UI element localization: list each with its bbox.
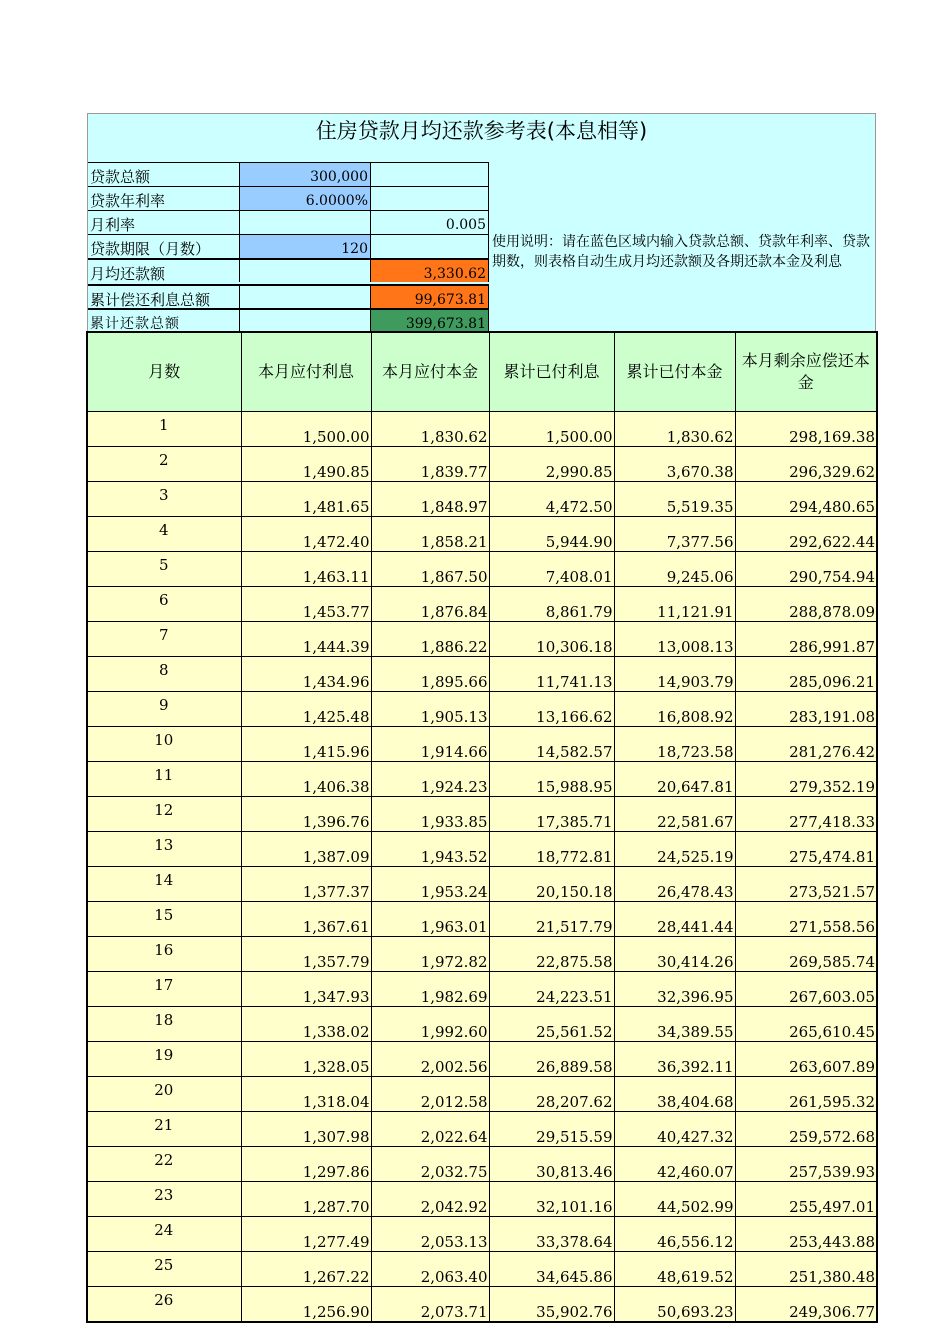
month-cell[interactable]: 1 [87, 412, 241, 447]
month-cell[interactable]: 7 [87, 622, 241, 657]
remaining-cell[interactable]: 263,607.89 [735, 1042, 877, 1077]
month-cell[interactable]: 17 [87, 972, 241, 1007]
interest-cell[interactable]: 1,406.38 [241, 762, 371, 797]
col-header-remaining[interactable]: 本月剩余应偿还本金 [735, 332, 877, 412]
principal-cell[interactable]: 1,933.85 [371, 797, 489, 832]
table-row [87, 727, 877, 762]
remaining-cell[interactable]: 279,352.19 [735, 762, 877, 797]
cum-interest-cell[interactable]: 18,772.81 [489, 832, 614, 867]
loan-sheet [87, 113, 876, 332]
month-cell[interactable]: 15 [87, 902, 241, 937]
month-cell[interactable]: 16 [87, 937, 241, 972]
month-cell[interactable]: 13 [87, 832, 241, 867]
total-interest-empty-cell[interactable] [240, 284, 371, 308]
annual-rate-label: 贷款年利率 [88, 186, 240, 210]
month-cell[interactable]: 3 [87, 482, 241, 517]
principal-cell[interactable]: 1,943.52 [371, 832, 489, 867]
monthly-rate-row [88, 210, 494, 234]
table-row [87, 1252, 877, 1287]
loan-total-input[interactable]: 300,000 [240, 162, 371, 186]
remaining-cell[interactable]: 275,474.81 [735, 832, 877, 867]
remaining-cell[interactable]: 286,991.87 [735, 622, 877, 657]
table-row [87, 867, 877, 902]
remaining-cell[interactable]: 265,610.45 [735, 1007, 877, 1042]
remaining-cell[interactable]: 251,380.48 [735, 1252, 877, 1287]
month-cell[interactable]: 21 [87, 1112, 241, 1147]
cum-principal-cell[interactable]: 32,396.95 [614, 972, 735, 1007]
principal-cell[interactable]: 2,022.64 [371, 1112, 489, 1147]
month-cell[interactable]: 23 [87, 1182, 241, 1217]
principal-cell[interactable]: 2,032.75 [371, 1147, 489, 1182]
cum-interest-cell[interactable]: 1,500.00 [489, 412, 614, 447]
table-row [87, 937, 877, 972]
cum-interest-cell[interactable]: 15,988.95 [489, 762, 614, 797]
cum-principal-cell[interactable]: 26,478.43 [614, 867, 735, 902]
remaining-cell[interactable]: 261,595.32 [735, 1077, 877, 1112]
month-cell[interactable]: 12 [87, 797, 241, 832]
total-interest-row [88, 284, 494, 308]
table-row [87, 412, 877, 447]
col-header-principal[interactable]: 本月应付本金 [371, 332, 489, 412]
monthly-payment-value[interactable]: 3,330.62 [371, 258, 489, 282]
cum-interest-cell[interactable]: 26,889.58 [489, 1042, 614, 1077]
cum-principal-cell[interactable]: 46,556.12 [614, 1217, 735, 1252]
monthly-rate-value[interactable]: 0.005 [371, 210, 489, 234]
remaining-cell[interactable]: 292,622.44 [735, 517, 877, 552]
interest-cell[interactable]: 1,387.09 [241, 832, 371, 867]
col-header-interest[interactable]: 本月应付利息 [241, 332, 371, 412]
remaining-cell[interactable]: 253,443.88 [735, 1217, 877, 1252]
cum-principal-cell[interactable]: 42,460.07 [614, 1147, 735, 1182]
cum-interest-cell[interactable]: 13,166.62 [489, 692, 614, 727]
term-row [88, 234, 494, 258]
cum-interest-cell[interactable]: 10,306.18 [489, 622, 614, 657]
remaining-cell[interactable]: 257,539.93 [735, 1147, 877, 1182]
principal-cell[interactable]: 1,963.01 [371, 902, 489, 937]
cum-interest-cell[interactable]: 14,582.57 [489, 727, 614, 762]
interest-cell[interactable]: 1,277.49 [241, 1217, 371, 1252]
total-interest-label: 累计偿还利息总额 [88, 284, 240, 308]
month-cell[interactable]: 22 [87, 1147, 241, 1182]
monthly-payment-row [88, 258, 494, 282]
cum-principal-cell[interactable]: 16,808.92 [614, 692, 735, 727]
table-row [87, 832, 877, 867]
remaining-cell[interactable]: 259,572.68 [735, 1112, 877, 1147]
interest-cell[interactable]: 1,297.86 [241, 1147, 371, 1182]
col-header-month[interactable]: 月数 [87, 332, 241, 412]
term-input[interactable]: 120 [240, 234, 371, 258]
month-cell[interactable]: 2 [87, 447, 241, 482]
loan-total-label: 贷款总额 [88, 162, 240, 186]
month-cell[interactable]: 5 [87, 552, 241, 587]
interest-cell[interactable]: 1,338.02 [241, 1007, 371, 1042]
cum-interest-cell[interactable]: 2,990.85 [489, 447, 614, 482]
cum-principal-cell[interactable]: 30,414.26 [614, 937, 735, 972]
table-row [87, 1042, 877, 1077]
table-row [87, 1112, 877, 1147]
month-cell[interactable]: 14 [87, 867, 241, 902]
remaining-cell[interactable]: 290,754.94 [735, 552, 877, 587]
principal-cell[interactable]: 2,002.56 [371, 1042, 489, 1077]
principal-cell[interactable]: 1,992.60 [371, 1007, 489, 1042]
interest-cell[interactable]: 1,377.37 [241, 867, 371, 902]
table-row [87, 692, 877, 727]
cum-interest-cell[interactable]: 8,861.79 [489, 587, 614, 622]
principal-cell[interactable]: 1,924.23 [371, 762, 489, 797]
principal-cell[interactable]: 1,914.66 [371, 727, 489, 762]
total-repay-label: 累计还款总额 [88, 308, 240, 332]
principal-cell[interactable]: 2,063.40 [371, 1252, 489, 1287]
cum-principal-cell[interactable]: 18,723.58 [614, 727, 735, 762]
table-row [87, 482, 877, 517]
interest-cell[interactable]: 1,472.40 [241, 517, 371, 552]
remaining-cell[interactable]: 298,169.38 [735, 412, 877, 447]
interest-cell[interactable]: 1,453.77 [241, 587, 371, 622]
table-row [87, 1147, 877, 1182]
cum-interest-cell[interactable]: 25,561.52 [489, 1007, 614, 1042]
table-row [87, 552, 877, 587]
cum-principal-cell[interactable]: 11,121.91 [614, 587, 735, 622]
cum-interest-cell[interactable]: 11,741.13 [489, 657, 614, 692]
interest-cell[interactable]: 1,328.05 [241, 1042, 371, 1077]
month-cell[interactable]: 19 [87, 1042, 241, 1077]
cum-principal-cell[interactable]: 48,619.52 [614, 1252, 735, 1287]
month-cell[interactable]: 9 [87, 692, 241, 727]
remaining-cell[interactable]: 267,603.05 [735, 972, 877, 1007]
month-cell[interactable]: 6 [87, 587, 241, 622]
principal-cell[interactable]: 1,905.13 [371, 692, 489, 727]
loan-total-row [88, 162, 494, 186]
cum-principal-cell[interactable]: 7,377.56 [614, 517, 735, 552]
total-interest-value[interactable]: 99,673.81 [371, 284, 489, 308]
loan-total-extra-cell[interactable] [371, 162, 489, 186]
table-row [87, 797, 877, 832]
interest-cell[interactable]: 1,434.96 [241, 657, 371, 692]
cum-interest-cell[interactable]: 4,472.50 [489, 482, 614, 517]
month-cell[interactable]: 20 [87, 1077, 241, 1112]
interest-cell[interactable]: 1,490.85 [241, 447, 371, 482]
remaining-cell[interactable]: 296,329.62 [735, 447, 877, 482]
cum-principal-cell[interactable]: 13,008.13 [614, 622, 735, 657]
table-row [87, 972, 877, 1007]
table-body [87, 412, 877, 1323]
table-row [87, 1077, 877, 1112]
total-repay-row [88, 308, 494, 332]
col-header-cum-principal[interactable]: 累计已付本金 [614, 332, 735, 412]
cum-interest-cell[interactable]: 22,875.58 [489, 937, 614, 972]
cum-principal-cell[interactable]: 24,525.19 [614, 832, 735, 867]
table-row [87, 1217, 877, 1252]
cum-principal-cell[interactable]: 34,389.55 [614, 1007, 735, 1042]
cum-interest-cell[interactable]: 35,902.76 [489, 1287, 614, 1323]
cum-principal-cell[interactable]: 22,581.67 [614, 797, 735, 832]
remaining-cell[interactable]: 288,878.09 [735, 587, 877, 622]
table-row [87, 622, 877, 657]
cum-interest-cell[interactable]: 34,645.86 [489, 1252, 614, 1287]
table-header-row [87, 332, 877, 412]
interest-cell[interactable]: 1,367.61 [241, 902, 371, 937]
cum-interest-cell[interactable]: 5,944.90 [489, 517, 614, 552]
principal-cell[interactable]: 1,848.97 [371, 482, 489, 517]
interest-cell[interactable]: 1,256.90 [241, 1287, 371, 1323]
cum-principal-cell[interactable]: 44,502.99 [614, 1182, 735, 1217]
principal-cell[interactable]: 1,895.66 [371, 657, 489, 692]
monthly-payment-label: 月均还款额 [88, 258, 240, 282]
monthly-rate-label: 月利率 [88, 210, 240, 234]
principal-cell[interactable]: 1,953.24 [371, 867, 489, 902]
total-repay-empty-cell[interactable] [240, 308, 371, 332]
interest-cell[interactable]: 1,463.11 [241, 552, 371, 587]
annual-rate-row [88, 186, 494, 210]
remaining-cell[interactable]: 285,096.21 [735, 657, 877, 692]
month-cell[interactable]: 11 [87, 762, 241, 797]
interest-cell[interactable]: 1,357.79 [241, 937, 371, 972]
monthly-rate-empty-cell[interactable] [240, 210, 371, 234]
remaining-cell[interactable]: 277,418.33 [735, 797, 877, 832]
cum-principal-cell[interactable]: 38,404.68 [614, 1077, 735, 1112]
cum-interest-cell[interactable]: 24,223.51 [489, 972, 614, 1007]
remaining-cell[interactable]: 273,521.57 [735, 867, 877, 902]
annual-rate-extra-cell[interactable] [371, 186, 489, 210]
repayment-table [86, 331, 878, 1323]
table-row [87, 762, 877, 797]
interest-cell[interactable]: 1,500.00 [241, 412, 371, 447]
table-row [87, 587, 877, 622]
cum-interest-cell[interactable]: 20,150.18 [489, 867, 614, 902]
month-cell[interactable]: 8 [87, 657, 241, 692]
remaining-cell[interactable]: 281,276.42 [735, 727, 877, 762]
cum-principal-cell[interactable]: 9,245.06 [614, 552, 735, 587]
cum-principal-cell[interactable]: 50,693.23 [614, 1287, 735, 1323]
interest-cell[interactable]: 1,425.48 [241, 692, 371, 727]
interest-cell[interactable]: 1,415.96 [241, 727, 371, 762]
principal-cell[interactable]: 2,073.71 [371, 1287, 489, 1323]
interest-cell[interactable]: 1,287.70 [241, 1182, 371, 1217]
principal-cell[interactable]: 1,867.50 [371, 552, 489, 587]
remaining-cell[interactable]: 269,585.74 [735, 937, 877, 972]
table-row [87, 1182, 877, 1217]
principal-cell[interactable]: 1,858.21 [371, 517, 489, 552]
interest-cell[interactable]: 1,267.22 [241, 1252, 371, 1287]
table-row [87, 447, 877, 482]
cum-interest-cell[interactable]: 29,515.59 [489, 1112, 614, 1147]
cum-principal-cell[interactable]: 20,647.81 [614, 762, 735, 797]
sheet-title: 住房贷款月均还款参考表(本息相等) [87, 113, 876, 162]
table-row [87, 1007, 877, 1042]
interest-cell[interactable]: 1,307.98 [241, 1112, 371, 1147]
usage-note: 使用说明：请在蓝色区域内输入贷款总额、贷款年利率、贷款期数，则表格自动生成月均还款额及各期还款本金及利息 [492, 234, 870, 270]
annual-rate-input[interactable]: 6.0000% [240, 186, 371, 210]
term-extra-cell[interactable] [371, 234, 489, 258]
cum-interest-cell[interactable]: 33,378.64 [489, 1217, 614, 1252]
month-cell[interactable]: 4 [87, 517, 241, 552]
remaining-cell[interactable]: 255,497.01 [735, 1182, 877, 1217]
month-cell[interactable]: 18 [87, 1007, 241, 1042]
cum-principal-cell[interactable]: 28,441.44 [614, 902, 735, 937]
table-row [87, 657, 877, 692]
interest-cell[interactable]: 1,318.04 [241, 1077, 371, 1112]
total-repay-value[interactable]: 399,673.81 [371, 308, 489, 332]
remaining-cell[interactable]: 249,306.77 [735, 1287, 877, 1323]
principal-cell[interactable]: 1,886.22 [371, 622, 489, 657]
cum-principal-cell[interactable]: 5,519.35 [614, 482, 735, 517]
interest-cell[interactable]: 1,444.39 [241, 622, 371, 657]
table-row [87, 1287, 877, 1323]
cum-interest-cell[interactable]: 32,101.16 [489, 1182, 614, 1217]
cum-principal-cell[interactable]: 14,903.79 [614, 657, 735, 692]
remaining-cell[interactable]: 283,191.08 [735, 692, 877, 727]
interest-cell[interactable]: 1,481.65 [241, 482, 371, 517]
month-cell[interactable]: 10 [87, 727, 241, 762]
interest-cell[interactable]: 1,347.93 [241, 972, 371, 1007]
cum-interest-cell[interactable]: 7,408.01 [489, 552, 614, 587]
principal-cell[interactable]: 1,830.62 [371, 412, 489, 447]
remaining-cell[interactable]: 294,480.65 [735, 482, 877, 517]
month-cell[interactable]: 25 [87, 1252, 241, 1287]
principal-cell[interactable]: 1,972.82 [371, 937, 489, 972]
principal-cell[interactable]: 2,042.92 [371, 1182, 489, 1217]
interest-cell[interactable]: 1,396.76 [241, 797, 371, 832]
table-row [87, 517, 877, 552]
cum-principal-cell[interactable]: 3,670.38 [614, 447, 735, 482]
principal-cell[interactable]: 2,012.58 [371, 1077, 489, 1112]
remaining-cell[interactable]: 271,558.56 [735, 902, 877, 937]
month-cell[interactable]: 24 [87, 1217, 241, 1252]
table-row [87, 902, 877, 937]
cum-interest-cell[interactable]: 30,813.46 [489, 1147, 614, 1182]
summary-block [87, 162, 876, 332]
principal-cell[interactable]: 2,053.13 [371, 1217, 489, 1252]
cum-interest-cell[interactable]: 17,385.71 [489, 797, 614, 832]
monthly-payment-empty-cell[interactable] [240, 258, 371, 282]
principal-cell[interactable]: 1,839.77 [371, 447, 489, 482]
principal-cell[interactable]: 1,982.69 [371, 972, 489, 1007]
cum-principal-cell[interactable]: 36,392.11 [614, 1042, 735, 1077]
term-label: 贷款期限（月数） [88, 234, 240, 258]
principal-cell[interactable]: 1,876.84 [371, 587, 489, 622]
cum-principal-cell[interactable]: 40,427.32 [614, 1112, 735, 1147]
cum-interest-cell[interactable]: 21,517.79 [489, 902, 614, 937]
col-header-cum-interest[interactable]: 累计已付利息 [489, 332, 614, 412]
cum-interest-cell[interactable]: 28,207.62 [489, 1077, 614, 1112]
cum-principal-cell[interactable]: 1,830.62 [614, 412, 735, 447]
month-cell[interactable]: 26 [87, 1287, 241, 1323]
